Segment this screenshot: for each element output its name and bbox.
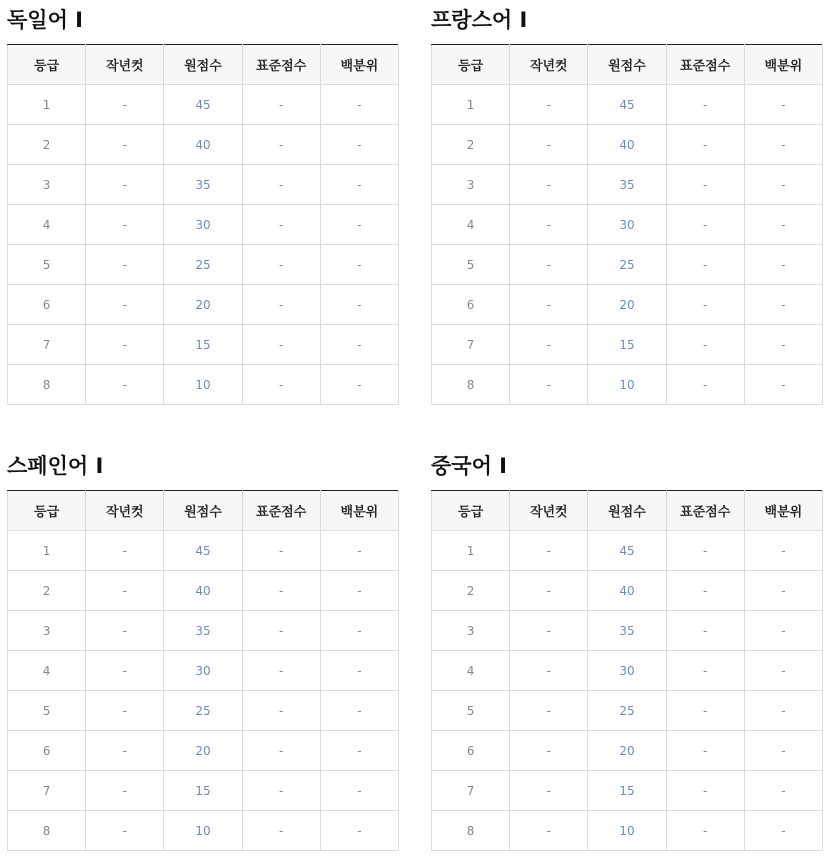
percentile-cell: - — [320, 285, 398, 325]
raw-score-cell: 40 — [588, 571, 666, 611]
last-year-cut-cell: - — [510, 85, 588, 125]
grade-cell: 1 — [432, 531, 510, 571]
standard-score-cell: - — [242, 771, 320, 811]
percentile-cell: - — [320, 245, 398, 285]
raw-score-cell: 20 — [588, 731, 666, 771]
standard-score-cell: - — [242, 365, 320, 405]
last-year-cut-cell: - — [510, 205, 588, 245]
percentile-cell: - — [320, 365, 398, 405]
panel-title: 프랑스어 I — [431, 8, 528, 32]
standard-score-cell: - — [242, 245, 320, 285]
grade-panel-spanish — [7, 446, 399, 851]
grade-cell: 5 — [432, 691, 510, 731]
standard-score-cell: - — [666, 771, 744, 811]
grade-cell: 7 — [432, 771, 510, 811]
percentile-cell: - — [320, 811, 398, 851]
table-row — [432, 245, 823, 285]
standard-score-cell: - — [242, 85, 320, 125]
grade-cell: 1 — [8, 85, 86, 125]
column-header-grade: 등급 — [432, 45, 510, 85]
grade-cell: 2 — [432, 571, 510, 611]
raw-score-cell: 40 — [164, 571, 242, 611]
table-row — [432, 285, 823, 325]
grade-cell: 8 — [8, 365, 86, 405]
last-year-cut-cell: - — [86, 285, 164, 325]
percentile-cell: - — [744, 285, 822, 325]
raw-score-cell: 10 — [164, 365, 242, 405]
grade-cell: 2 — [8, 125, 86, 165]
percentile-cell: - — [320, 85, 398, 125]
table-row — [432, 771, 823, 811]
grade-panel-chinese — [431, 446, 823, 851]
raw-score-cell: 45 — [588, 85, 666, 125]
percentile-cell: - — [744, 571, 822, 611]
grade-cell: 7 — [8, 325, 86, 365]
last-year-cut-cell: - — [86, 365, 164, 405]
grade-cell: 7 — [432, 325, 510, 365]
grade-cell: 6 — [8, 731, 86, 771]
standard-score-cell: - — [666, 125, 744, 165]
raw-score-cell: 40 — [164, 125, 242, 165]
standard-score-cell: - — [666, 651, 744, 691]
raw-score-cell: 45 — [588, 531, 666, 571]
raw-score-cell: 15 — [164, 325, 242, 365]
standard-score-cell: - — [242, 325, 320, 365]
percentile-cell: - — [744, 531, 822, 571]
table-row — [432, 205, 823, 245]
standard-score-cell: - — [242, 165, 320, 205]
last-year-cut-cell: - — [510, 325, 588, 365]
table-row — [432, 731, 823, 771]
raw-score-cell: 10 — [588, 811, 666, 851]
raw-score-cell: 20 — [588, 285, 666, 325]
grade-cell: 6 — [432, 731, 510, 771]
grade-panel-french — [431, 0, 823, 405]
last-year-cut-cell: - — [510, 365, 588, 405]
column-header-raw-score: 원점수 — [588, 491, 666, 531]
standard-score-cell: - — [666, 245, 744, 285]
standard-score-cell: - — [242, 651, 320, 691]
table-row — [432, 531, 823, 571]
percentile-cell: - — [320, 731, 398, 771]
grade-cell: 2 — [432, 125, 510, 165]
raw-score-cell: 35 — [588, 165, 666, 205]
grade-cell: 4 — [432, 205, 510, 245]
column-header-standard-score: 표준점수 — [242, 45, 320, 85]
grade-cell: 4 — [8, 651, 86, 691]
raw-score-cell: 35 — [588, 611, 666, 651]
last-year-cut-cell: - — [86, 731, 164, 771]
raw-score-cell: 20 — [164, 731, 242, 771]
standard-score-cell: - — [242, 205, 320, 245]
column-header-percentile: 백분위 — [744, 45, 822, 85]
raw-score-cell: 30 — [164, 651, 242, 691]
raw-score-cell: 35 — [164, 611, 242, 651]
percentile-cell: - — [744, 771, 822, 811]
panel-title: 스페인어 I — [7, 454, 104, 478]
standard-score-cell: - — [242, 571, 320, 611]
raw-score-cell: 30 — [588, 205, 666, 245]
table-row — [432, 125, 823, 165]
column-header-last-year-cut: 작년컷 — [510, 491, 588, 531]
standard-score-cell: - — [666, 691, 744, 731]
percentile-cell: - — [744, 731, 822, 771]
grade-table — [7, 490, 399, 851]
percentile-cell: - — [320, 125, 398, 165]
grade-table — [7, 44, 399, 405]
percentile-cell: - — [744, 651, 822, 691]
last-year-cut-cell: - — [510, 611, 588, 651]
table-row — [8, 651, 399, 691]
last-year-cut-cell: - — [510, 531, 588, 571]
grade-cell: 3 — [432, 611, 510, 651]
last-year-cut-cell: - — [510, 691, 588, 731]
percentile-cell: - — [320, 771, 398, 811]
percentile-cell: - — [744, 811, 822, 851]
grade-cell: 4 — [8, 205, 86, 245]
standard-score-cell: - — [666, 85, 744, 125]
table-body — [432, 85, 823, 405]
column-header-last-year-cut: 작년컷 — [510, 45, 588, 85]
standard-score-cell: - — [242, 611, 320, 651]
table-row — [8, 125, 399, 165]
percentile-cell: - — [320, 651, 398, 691]
standard-score-cell: - — [666, 811, 744, 851]
grade-cell: 6 — [8, 285, 86, 325]
column-header-percentile: 백분위 — [744, 491, 822, 531]
standard-score-cell: - — [666, 571, 744, 611]
table-row — [8, 325, 399, 365]
raw-score-cell: 10 — [588, 365, 666, 405]
last-year-cut-cell: - — [86, 325, 164, 365]
column-header-grade: 등급 — [432, 491, 510, 531]
table-row — [8, 85, 399, 125]
percentile-cell: - — [320, 205, 398, 245]
raw-score-cell: 10 — [164, 811, 242, 851]
table-row — [432, 85, 823, 125]
standard-score-cell: - — [666, 205, 744, 245]
raw-score-cell: 30 — [588, 651, 666, 691]
last-year-cut-cell: - — [510, 285, 588, 325]
table-row — [8, 365, 399, 405]
raw-score-cell: 25 — [588, 691, 666, 731]
column-header-raw-score: 원점수 — [588, 45, 666, 85]
percentile-cell: - — [744, 205, 822, 245]
percentile-cell: - — [320, 531, 398, 571]
table-body — [8, 85, 399, 405]
grade-cell: 8 — [432, 811, 510, 851]
percentile-cell: - — [320, 325, 398, 365]
table-row — [8, 531, 399, 571]
last-year-cut-cell: - — [510, 771, 588, 811]
table-row — [8, 165, 399, 205]
raw-score-cell: 25 — [588, 245, 666, 285]
column-header-grade: 등급 — [8, 45, 86, 85]
raw-score-cell: 25 — [164, 245, 242, 285]
percentile-cell: - — [744, 85, 822, 125]
standard-score-cell: - — [242, 811, 320, 851]
last-year-cut-cell: - — [86, 245, 164, 285]
standard-score-cell: - — [666, 611, 744, 651]
column-header-standard-score: 표준점수 — [666, 45, 744, 85]
grade-cell: 1 — [8, 531, 86, 571]
table-row — [432, 691, 823, 731]
table-row — [432, 365, 823, 405]
table-row — [8, 691, 399, 731]
last-year-cut-cell: - — [86, 811, 164, 851]
column-header-percentile: 백분위 — [320, 45, 398, 85]
raw-score-cell: 40 — [588, 125, 666, 165]
column-header-last-year-cut: 작년컷 — [86, 45, 164, 85]
table-row — [432, 651, 823, 691]
column-header-percentile: 백분위 — [320, 491, 398, 531]
raw-score-cell: 15 — [588, 771, 666, 811]
grade-cell: 7 — [8, 771, 86, 811]
table-row — [8, 611, 399, 651]
table-header-row — [8, 45, 399, 85]
last-year-cut-cell: - — [86, 771, 164, 811]
percentile-cell: - — [744, 611, 822, 651]
grade-cell: 5 — [8, 245, 86, 285]
table-body — [432, 531, 823, 851]
last-year-cut-cell: - — [510, 651, 588, 691]
grade-cell: 4 — [432, 651, 510, 691]
table-row — [8, 285, 399, 325]
last-year-cut-cell: - — [86, 611, 164, 651]
percentile-cell: - — [744, 325, 822, 365]
grade-cell: 5 — [432, 245, 510, 285]
percentile-cell: - — [744, 165, 822, 205]
table-header-row — [432, 491, 823, 531]
table-row — [432, 811, 823, 851]
grade-cell: 8 — [8, 811, 86, 851]
raw-score-cell: 45 — [164, 85, 242, 125]
grade-cell: 3 — [8, 611, 86, 651]
table-row — [432, 611, 823, 651]
standard-score-cell: - — [242, 531, 320, 571]
last-year-cut-cell: - — [86, 691, 164, 731]
raw-score-cell: 15 — [588, 325, 666, 365]
table-header-row — [8, 491, 399, 531]
standard-score-cell: - — [242, 125, 320, 165]
column-header-raw-score: 원점수 — [164, 491, 242, 531]
column-header-standard-score: 표준점수 — [242, 491, 320, 531]
last-year-cut-cell: - — [86, 125, 164, 165]
last-year-cut-cell: - — [510, 165, 588, 205]
table-row — [8, 731, 399, 771]
last-year-cut-cell: - — [86, 571, 164, 611]
grade-cell: 6 — [432, 285, 510, 325]
standard-score-cell: - — [666, 365, 744, 405]
table-row — [8, 571, 399, 611]
grade-cell: 1 — [432, 85, 510, 125]
standard-score-cell: - — [666, 285, 744, 325]
column-header-last-year-cut: 작년컷 — [86, 491, 164, 531]
standard-score-cell: - — [242, 731, 320, 771]
raw-score-cell: 30 — [164, 205, 242, 245]
standard-score-cell: - — [242, 691, 320, 731]
column-header-raw-score: 원점수 — [164, 45, 242, 85]
grade-panel-german — [7, 0, 399, 405]
percentile-cell: - — [320, 691, 398, 731]
grade-cell: 3 — [8, 165, 86, 205]
raw-score-cell: 20 — [164, 285, 242, 325]
last-year-cut-cell: - — [86, 165, 164, 205]
last-year-cut-cell: - — [86, 531, 164, 571]
last-year-cut-cell: - — [86, 651, 164, 691]
percentile-cell: - — [744, 691, 822, 731]
standard-score-cell: - — [666, 731, 744, 771]
percentile-cell: - — [744, 365, 822, 405]
table-row — [8, 205, 399, 245]
table-row — [8, 811, 399, 851]
percentile-cell: - — [320, 165, 398, 205]
column-header-grade: 등급 — [8, 491, 86, 531]
grade-cell: 2 — [8, 571, 86, 611]
column-header-standard-score: 표준점수 — [666, 491, 744, 531]
last-year-cut-cell: - — [510, 125, 588, 165]
table-body — [8, 531, 399, 851]
raw-score-cell: 25 — [164, 691, 242, 731]
grade-cell: 5 — [8, 691, 86, 731]
table-row — [432, 571, 823, 611]
grade-cell: 8 — [432, 365, 510, 405]
grade-cell: 3 — [432, 165, 510, 205]
percentile-cell: - — [320, 611, 398, 651]
percentile-cell: - — [744, 245, 822, 285]
raw-score-cell: 15 — [164, 771, 242, 811]
percentile-cell: - — [320, 571, 398, 611]
panel-title: 중국어 I — [431, 454, 507, 478]
grade-table — [431, 490, 823, 851]
table-row — [432, 325, 823, 365]
last-year-cut-cell: - — [510, 571, 588, 611]
raw-score-cell: 35 — [164, 165, 242, 205]
last-year-cut-cell: - — [86, 205, 164, 245]
table-row — [8, 245, 399, 285]
last-year-cut-cell: - — [510, 811, 588, 851]
raw-score-cell: 45 — [164, 531, 242, 571]
standard-score-cell: - — [666, 325, 744, 365]
table-row — [432, 165, 823, 205]
table-row — [8, 771, 399, 811]
standard-score-cell: - — [666, 165, 744, 205]
panel-title: 독일어 I — [7, 8, 83, 32]
table-header-row — [432, 45, 823, 85]
percentile-cell: - — [744, 125, 822, 165]
last-year-cut-cell: - — [510, 245, 588, 285]
grade-table — [431, 44, 823, 405]
standard-score-cell: - — [242, 285, 320, 325]
last-year-cut-cell: - — [510, 731, 588, 771]
last-year-cut-cell: - — [86, 85, 164, 125]
standard-score-cell: - — [666, 531, 744, 571]
